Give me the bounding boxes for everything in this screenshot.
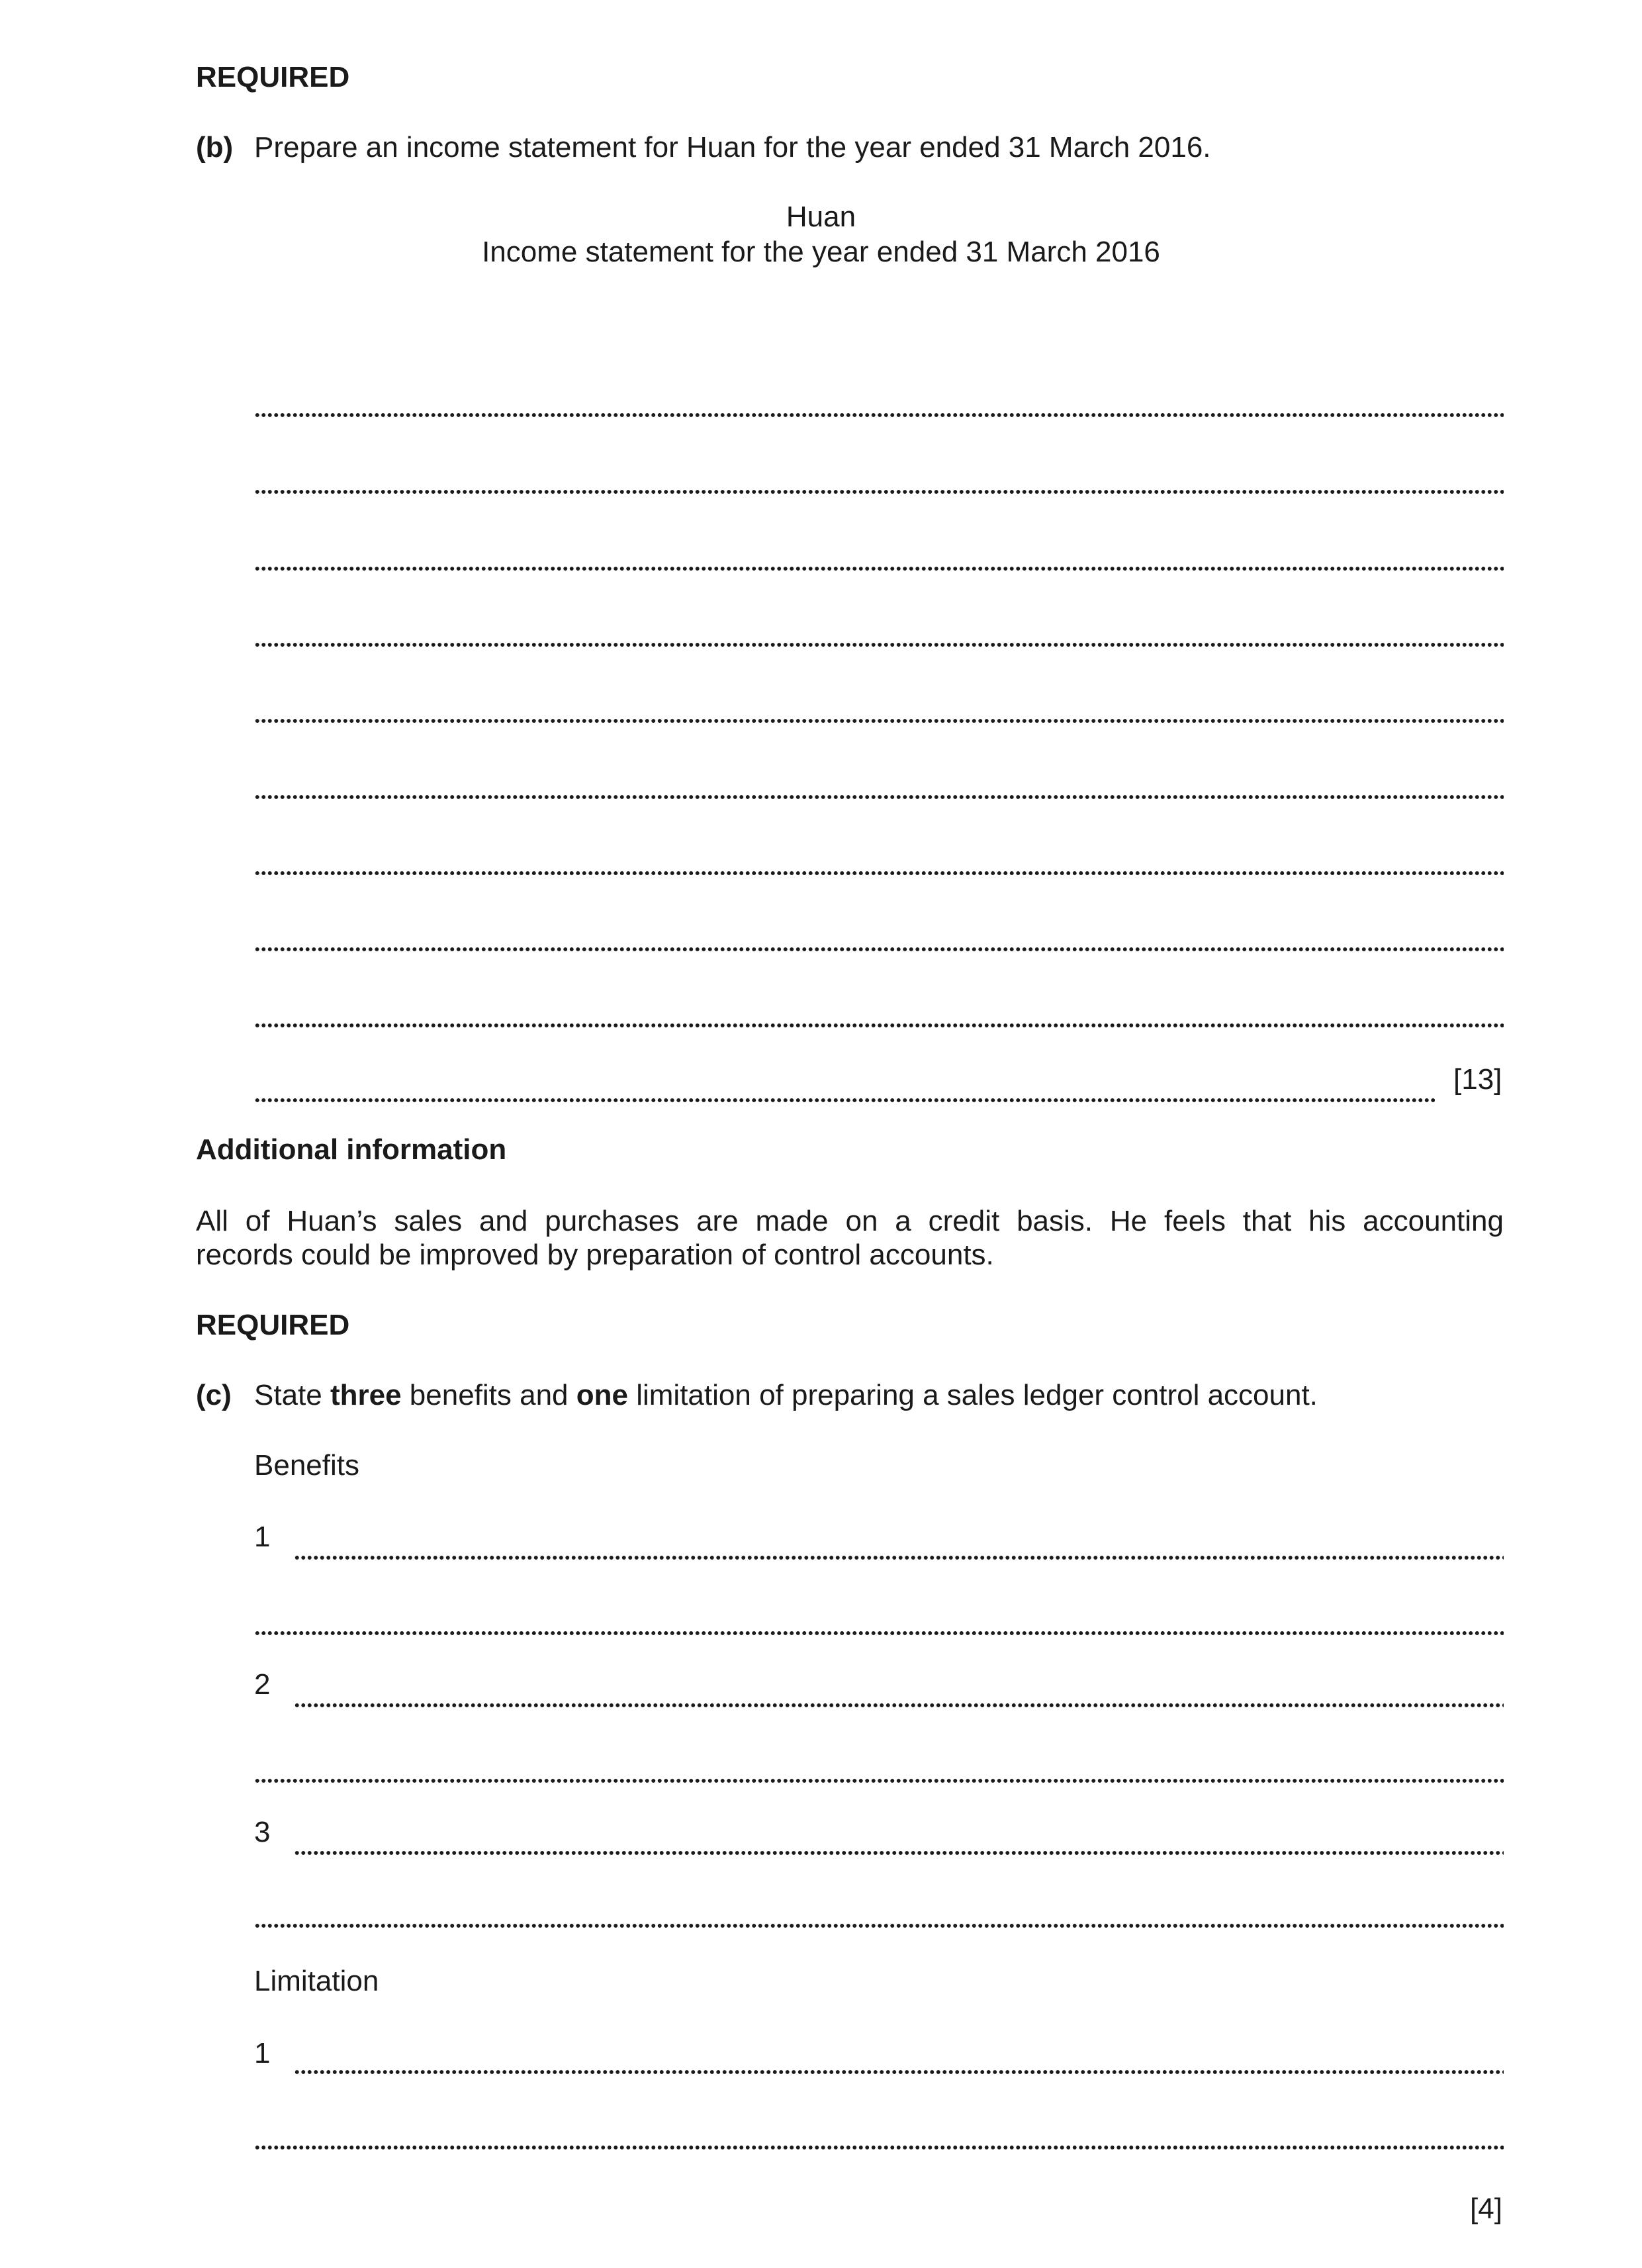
answer-line[interactable] bbox=[294, 2069, 1504, 2075]
answer-line[interactable] bbox=[254, 1630, 1504, 1636]
part-b-label: (b) bbox=[196, 131, 234, 164]
statement-title: Income statement for the year ended 31 March 2016 bbox=[482, 236, 1160, 268]
answer-line[interactable] bbox=[254, 566, 1504, 571]
answer-line[interactable] bbox=[254, 1098, 1435, 1103]
benefit-number-1: 1 bbox=[254, 1521, 271, 1553]
answer-line[interactable] bbox=[254, 1923, 1504, 1928]
additional-info-heading: Additional information bbox=[196, 1133, 507, 1166]
answer-line[interactable] bbox=[254, 489, 1504, 495]
answer-line[interactable] bbox=[254, 947, 1504, 952]
limitation-heading: Limitation bbox=[254, 1965, 379, 1997]
answer-line[interactable] bbox=[254, 794, 1504, 800]
additional-info-line-1: All of Huan’s sales and purchases are made on a credit basis. He feels that his accounting bbox=[196, 1205, 1504, 1237]
part-c-question: State three benefits and one limitation of preparing a sales ledger control account. bbox=[254, 1379, 1318, 1411]
required-heading: REQUIRED bbox=[196, 1309, 350, 1341]
benefits-heading: Benefits bbox=[254, 1449, 359, 1482]
answer-line[interactable] bbox=[294, 1850, 1504, 1856]
part-b-marks: [13] bbox=[1453, 1063, 1502, 1096]
answer-line[interactable] bbox=[294, 1555, 1504, 1560]
part-c-marks: [4] bbox=[1470, 2193, 1502, 2225]
answer-line[interactable] bbox=[294, 1703, 1504, 1708]
limitation-number-1: 1 bbox=[254, 2037, 271, 2069]
answer-line[interactable] bbox=[254, 718, 1504, 724]
benefit-number-2: 2 bbox=[254, 1668, 271, 1701]
answer-line[interactable] bbox=[254, 1023, 1504, 1028]
answer-line[interactable] bbox=[254, 412, 1504, 418]
answer-line[interactable] bbox=[254, 642, 1504, 647]
additional-info-line-2: records could be improved by preparation of control accounts. bbox=[196, 1239, 994, 1271]
answer-line[interactable] bbox=[254, 871, 1504, 876]
part-c-label: (c) bbox=[196, 1379, 232, 1411]
benefit-number-3: 3 bbox=[254, 1816, 271, 1848]
required-heading: REQUIRED bbox=[196, 61, 350, 93]
answer-line[interactable] bbox=[254, 1778, 1504, 1783]
answer-line[interactable] bbox=[254, 2145, 1504, 2150]
statement-business-name: Huan bbox=[786, 201, 856, 233]
part-b-question: Prepare an income statement for Huan for the year ended 31 March 2016. bbox=[254, 131, 1211, 164]
